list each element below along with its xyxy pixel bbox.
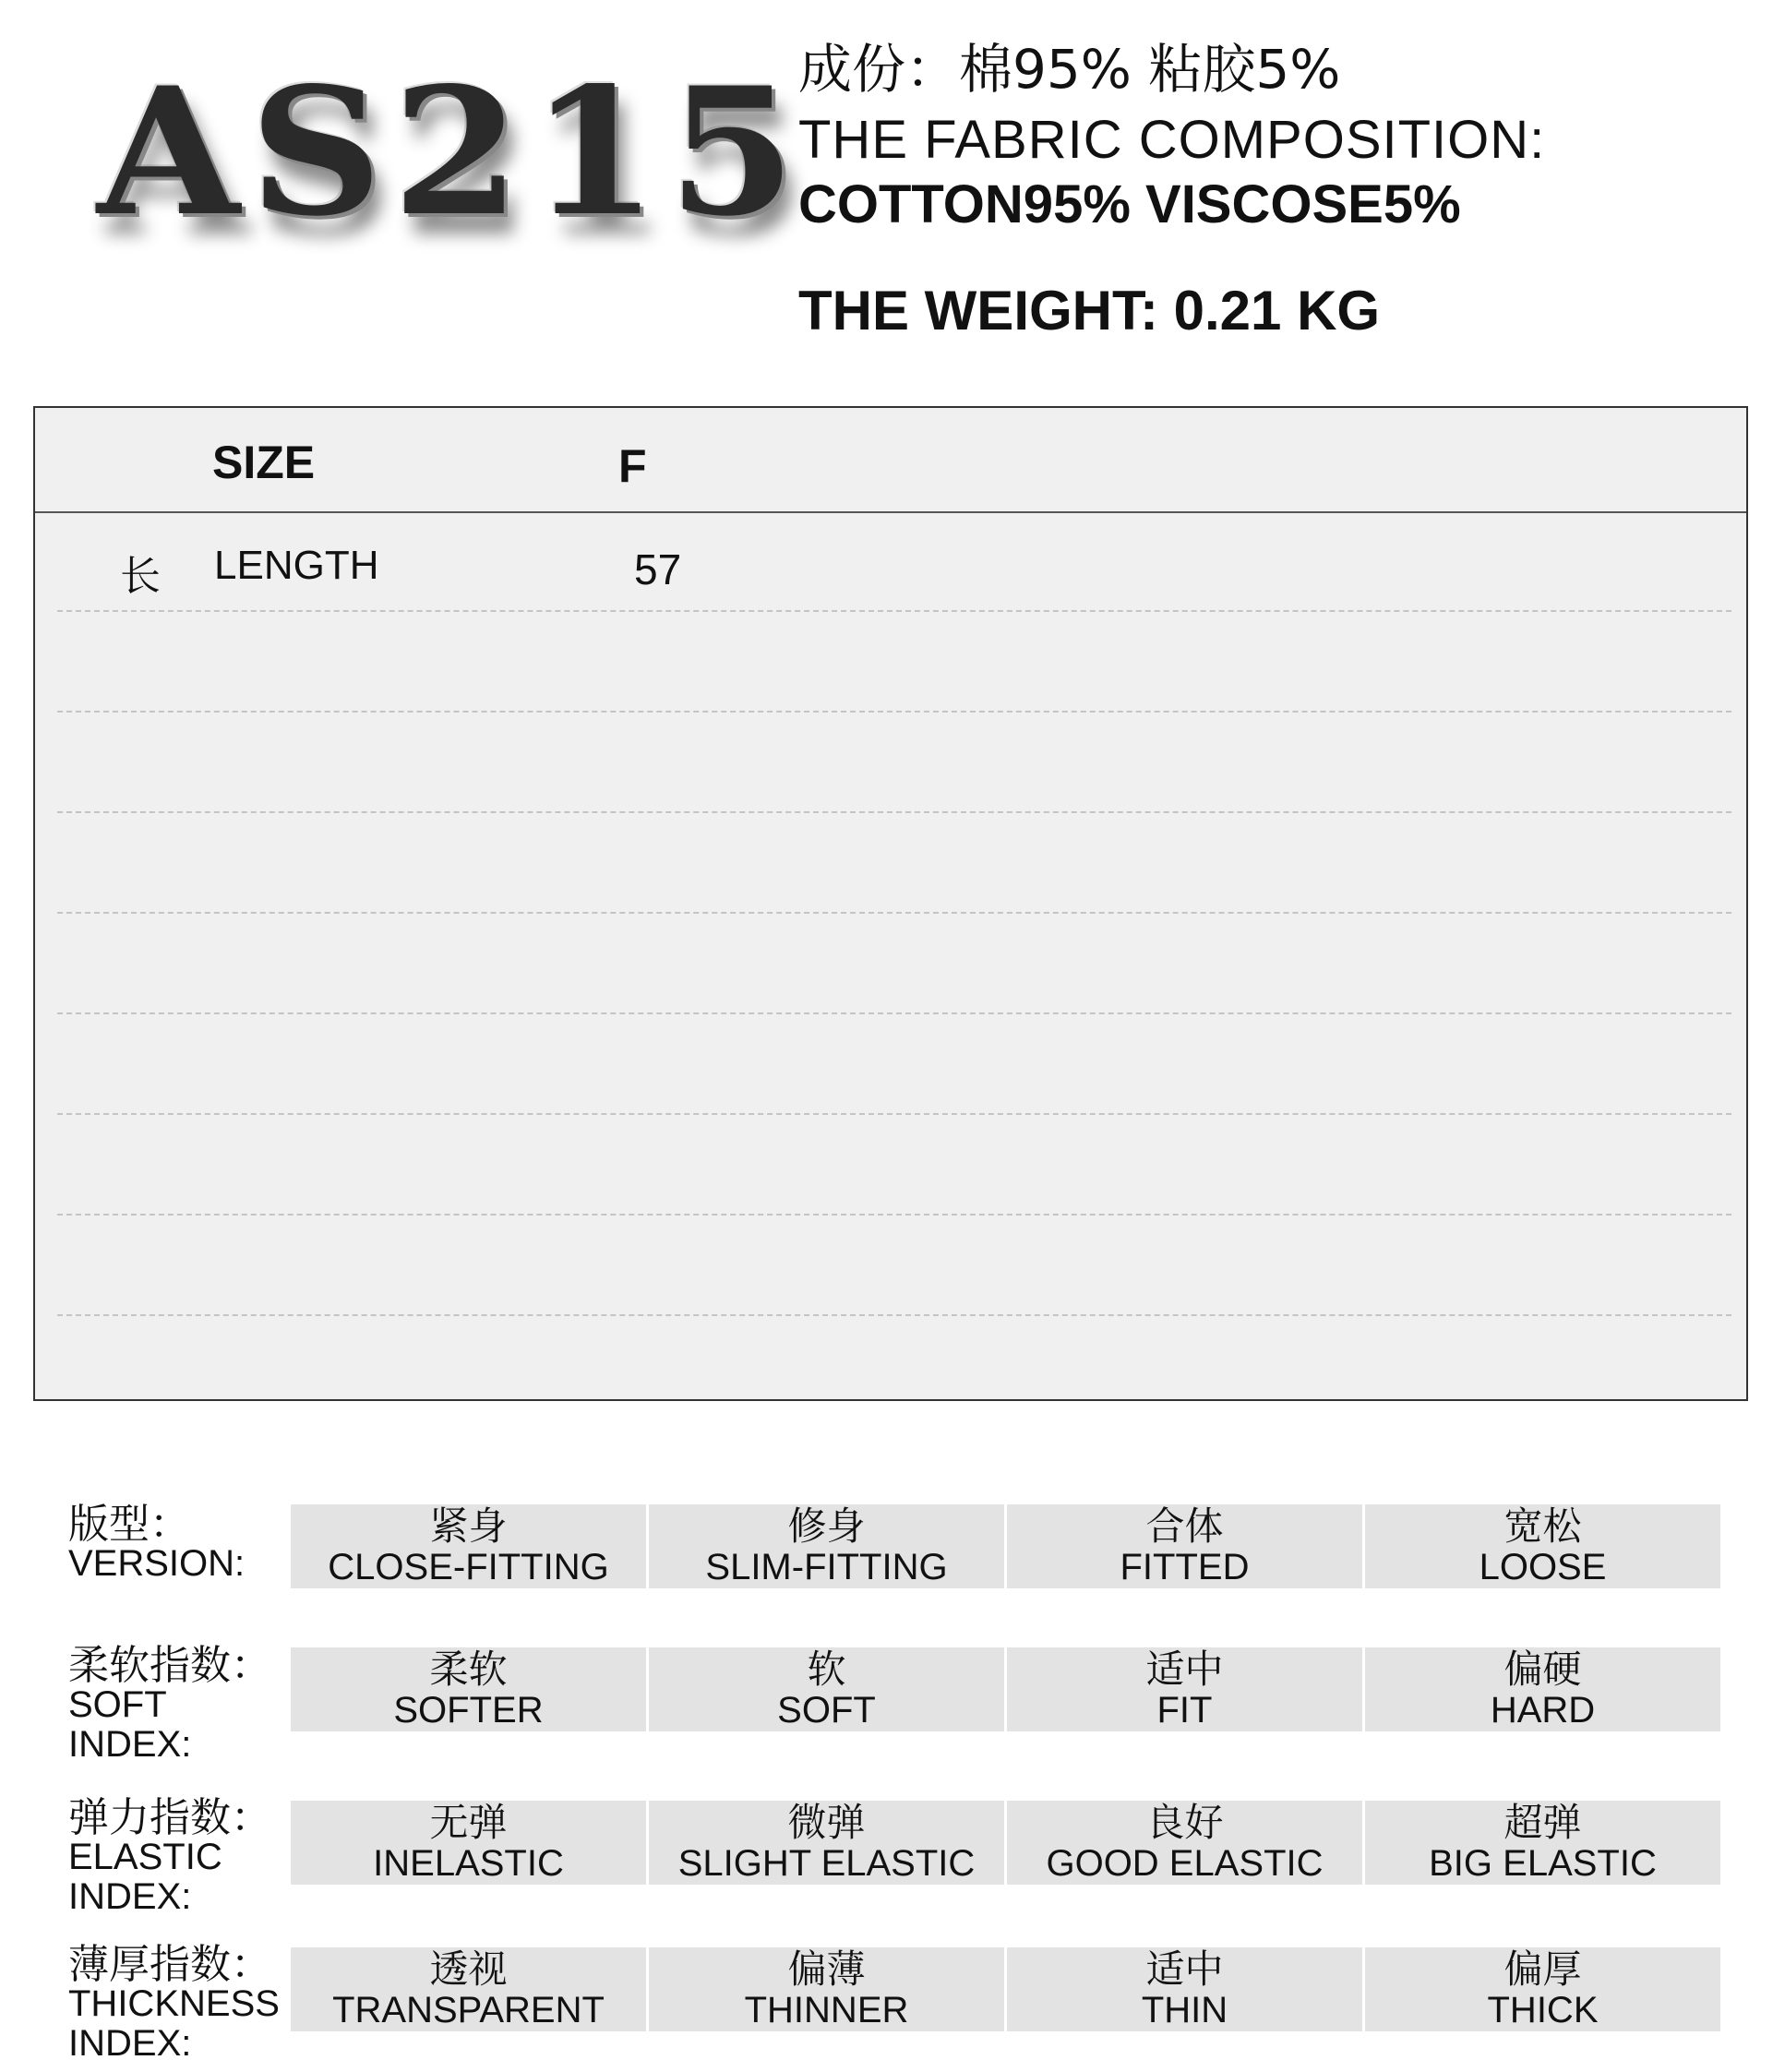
attr-label-en: VERSION: <box>68 1543 246 1584</box>
option-transparent: 透视 TRANSPARENT <box>291 1947 646 2031</box>
row-label-cn: 长 <box>120 553 161 600</box>
table-row-empty <box>57 813 1731 914</box>
table-row-empty <box>57 1216 1731 1316</box>
option-good-elastic: 良好 GOOD ELASTIC <box>1007 1801 1362 1885</box>
product-code-logo: AS215 <box>97 49 806 255</box>
option-thin: 适中 THIN <box>1007 1947 1362 2031</box>
table-row-empty <box>57 612 1731 713</box>
composition-label: THE FABRIC COMPOSITION: <box>798 110 1546 170</box>
option-fit: 适中 FIT <box>1007 1647 1362 1731</box>
row-value: 57 <box>634 545 682 593</box>
option-slim-fitting: 修身 SLIM-FITTING <box>649 1504 1004 1588</box>
table-row-empty <box>57 1115 1731 1216</box>
table-row <box>57 511 1731 612</box>
attr-label-cn: 版型： <box>68 1501 190 1548</box>
option-fitted: 合体 FITTED <box>1007 1504 1362 1588</box>
option-close-fitting: 紧身 CLOSE-FITTING <box>291 1504 646 1588</box>
table-row-empty <box>57 1014 1731 1115</box>
table-row-empty <box>57 914 1731 1014</box>
attr-label-soft <box>68 1642 281 1765</box>
attr-label-en: ELASTIC INDEX: <box>68 1837 222 1917</box>
attr-label-version <box>68 1501 246 1584</box>
attr-label-elastic <box>68 1794 281 1917</box>
size-header-label: SIZE <box>212 437 316 488</box>
option-loose: 宽松 LOOSE <box>1365 1504 1720 1588</box>
option-thick: 偏厚 THICK <box>1365 1947 1720 2031</box>
option-inelastic: 无弹 INELASTIC <box>291 1801 646 1885</box>
attr-label-cn: 弹力指数： <box>68 1794 271 1841</box>
size-table <box>33 406 1748 1401</box>
attr-label-cn: 薄厚指数： <box>68 1941 271 1988</box>
size-header-f: F <box>618 440 647 492</box>
attr-label-en: SOFT INDEX: <box>68 1684 192 1765</box>
attr-label-cn: 柔软指数： <box>68 1642 271 1689</box>
composition-value: COTTON95% VISCOSE5% <box>798 174 1461 234</box>
attr-label-thickness <box>68 1941 290 2064</box>
row-label-en: LENGTH <box>214 543 379 588</box>
option-big-elastic: 超弹 BIG ELASTIC <box>1365 1801 1720 1885</box>
attr-label-en: THICKNESS INDEX: <box>68 1983 280 2064</box>
size-table-header <box>35 408 1746 513</box>
option-hard: 偏硬 HARD <box>1365 1647 1720 1731</box>
option-thinner: 偏薄 THINNER <box>649 1947 1004 2031</box>
weight-text: THE WEIGHT: 0.21 KG <box>798 280 1381 341</box>
option-soft: 软 SOFT <box>649 1647 1004 1731</box>
option-softer: 柔软 SOFTER <box>291 1647 646 1731</box>
option-slight-elastic: 微弹 SLIGHT ELASTIC <box>649 1801 1004 1885</box>
table-row-empty <box>57 713 1731 813</box>
composition-chinese: 成份：棉95% 粘胶5% <box>798 38 1341 101</box>
